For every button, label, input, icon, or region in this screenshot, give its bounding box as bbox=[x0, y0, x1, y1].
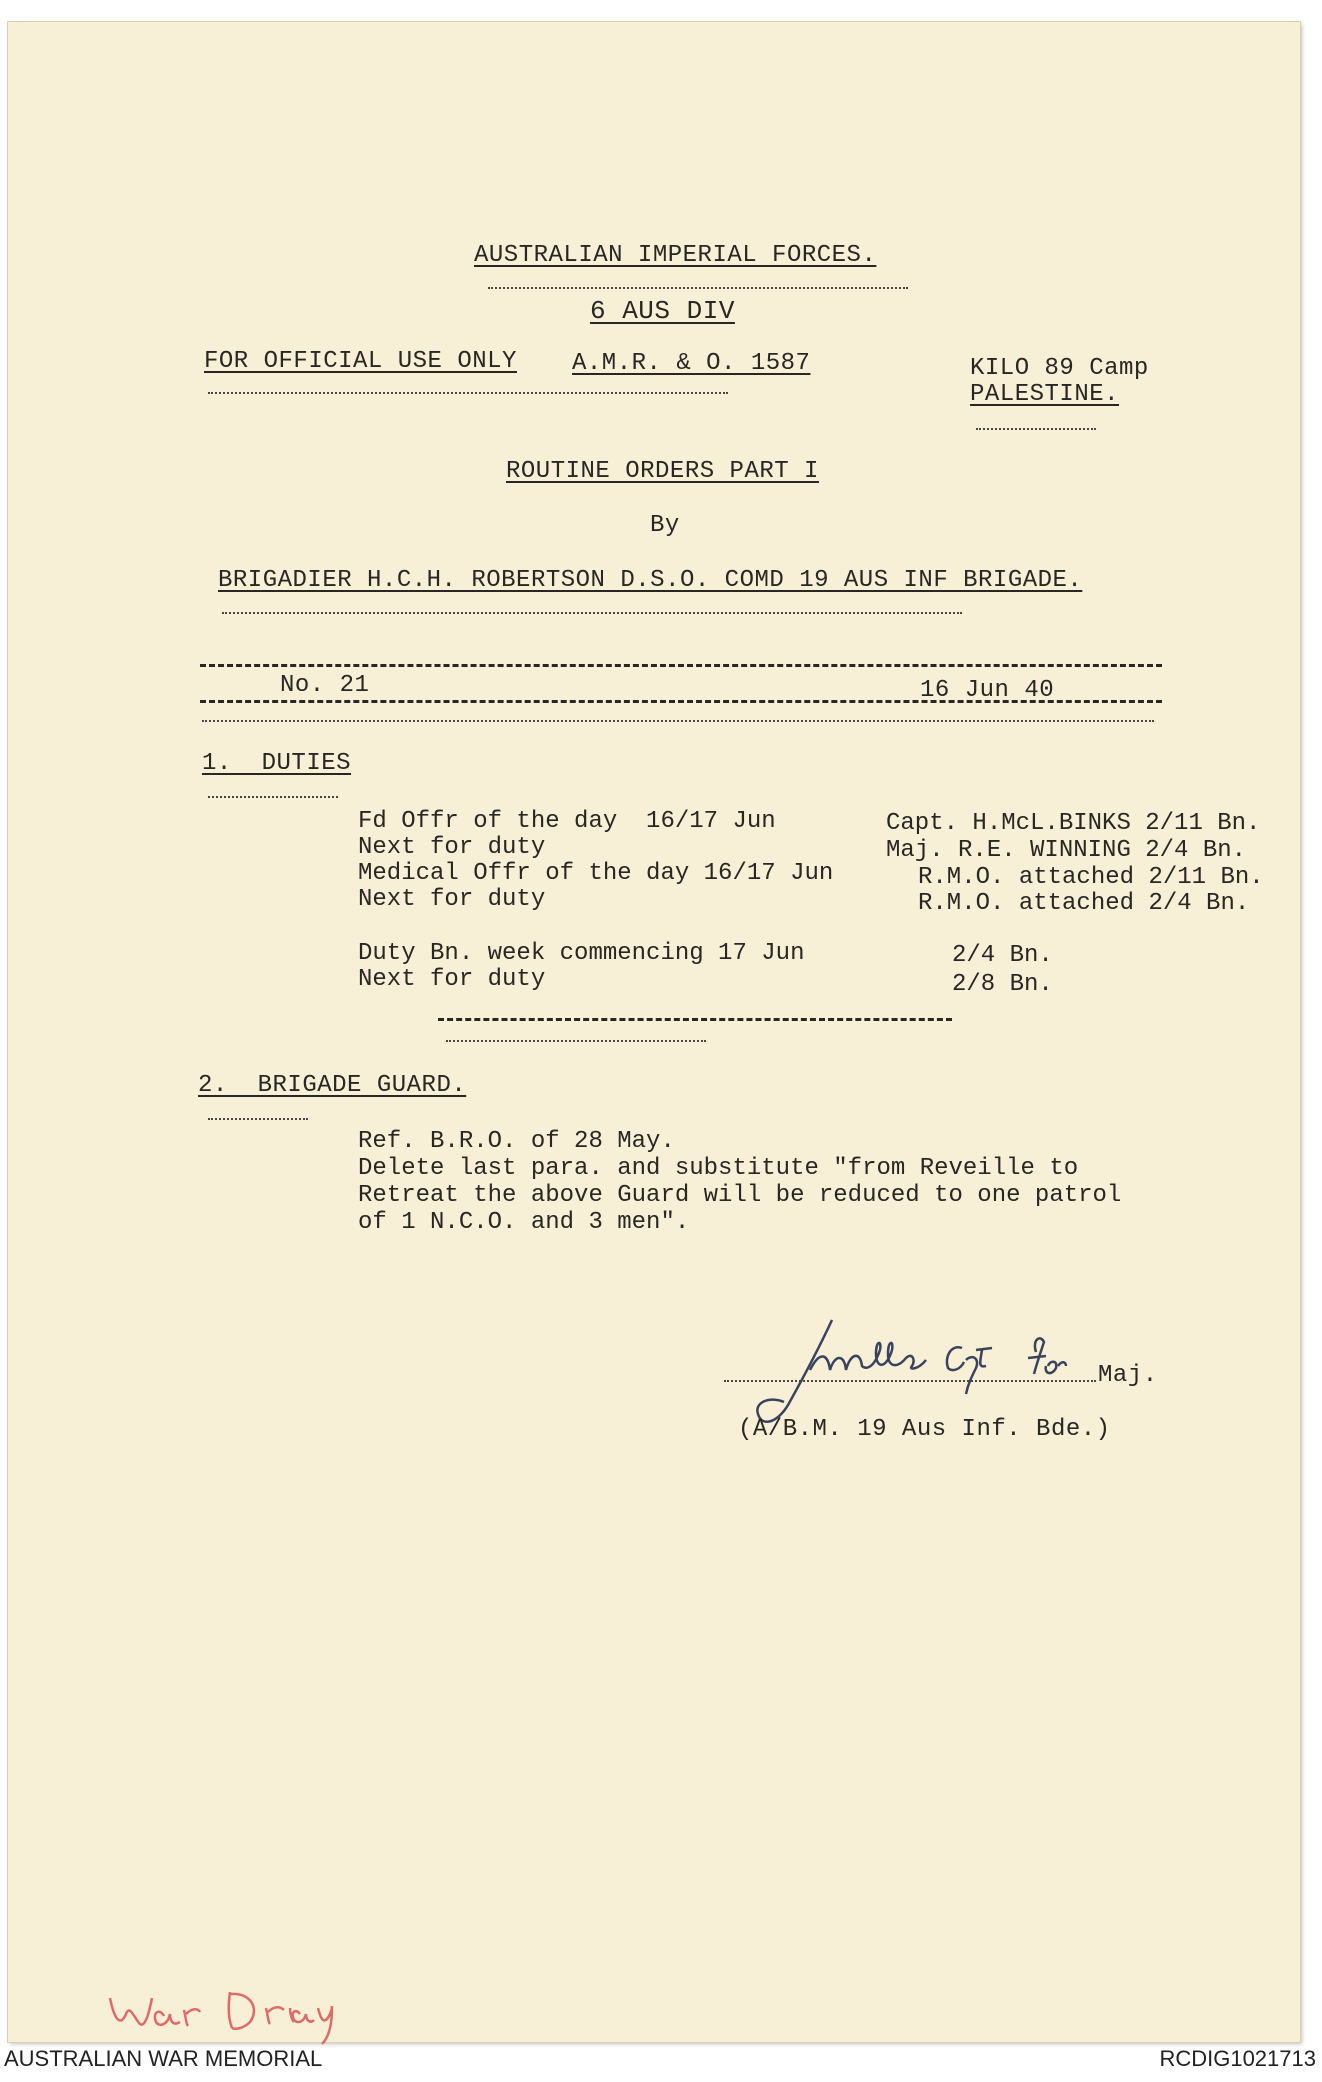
guard-text-line: of 1 N.C.O. and 3 men". bbox=[358, 1209, 690, 1236]
page-title: ROUTINE ORDERS PART I bbox=[506, 458, 819, 485]
dotted-rule bbox=[222, 612, 962, 614]
signature-rank: Maj. bbox=[1098, 1362, 1158, 1389]
duty-label: Duty Bn. week commencing 17 Jun bbox=[358, 940, 805, 967]
brigade-guard-heading: 2. BRIGADE GUARD. bbox=[198, 1072, 467, 1099]
duty-value: R.M.O. attached 2/4 Bn. bbox=[918, 890, 1250, 917]
dotted-rule bbox=[208, 1118, 308, 1120]
duty-value: 2/4 Bn. bbox=[952, 942, 1053, 969]
duty-label: Medical Offr of the day 16/17 Jun bbox=[358, 860, 834, 887]
dotted-rule bbox=[446, 1040, 706, 1042]
location-camp: KILO 89 Camp bbox=[970, 355, 1149, 382]
org-heading: AUSTRALIAN IMPERIAL FORCES. bbox=[474, 242, 877, 269]
war-diary-annotation bbox=[100, 1978, 400, 2048]
dotted-rule bbox=[208, 796, 338, 798]
section-rule bbox=[438, 1018, 952, 1021]
dotted-rule bbox=[976, 428, 1096, 430]
duties-heading: 1. DUTIES bbox=[202, 750, 352, 777]
issuer-line: BRIGADIER H.C.H. ROBERTSON D.S.O. COMD 19 AUS INF BRIGADE. bbox=[218, 567, 1083, 594]
guard-text-line: Retreat the above Guard will be reduced to one patrol bbox=[358, 1182, 1122, 1209]
signature-appointment: (A/B.M. 19 Aus Inf. Bde.) bbox=[738, 1416, 1111, 1443]
footer-id: RCDIG1021713 bbox=[1159, 2046, 1316, 2071]
order-number: No. 21 bbox=[280, 672, 370, 699]
dotted-rule bbox=[488, 287, 908, 289]
duty-label: Next for duty bbox=[358, 966, 546, 993]
guard-text-line: Ref. B.R.O. of 28 May. bbox=[358, 1128, 675, 1155]
division-heading: 6 AUS DIV bbox=[590, 296, 735, 326]
duty-value: 2/8 Bn. bbox=[952, 971, 1053, 998]
footer-source: AUSTRALIAN WAR MEMORIAL bbox=[4, 2046, 323, 2071]
location-country: PALESTINE. bbox=[970, 381, 1120, 408]
duty-value: Maj. R.E. WINNING 2/4 Bn. bbox=[886, 837, 1247, 864]
duty-label: Next for duty bbox=[358, 886, 546, 913]
duty-value: R.M.O. attached 2/11 Bn. bbox=[918, 864, 1264, 891]
by-label: By bbox=[650, 512, 680, 539]
reference-number: A.M.R. & O. 1587 bbox=[572, 350, 811, 377]
section-rule bbox=[200, 700, 1162, 703]
section-rule bbox=[200, 664, 1162, 667]
dotted-rule bbox=[208, 392, 728, 394]
dotted-rule bbox=[202, 720, 1154, 722]
duty-label: Fd Offr of the day 16/17 Jun bbox=[358, 808, 776, 835]
duty-label: Next for duty bbox=[358, 834, 546, 861]
classification-label: FOR OFFICIAL USE ONLY bbox=[204, 348, 517, 375]
duty-value: Capt. H.McL.BINKS 2/11 Bn. bbox=[886, 810, 1261, 837]
guard-text-line: Delete last para. and substitute "from Reveille to bbox=[358, 1155, 1079, 1182]
order-date: 16 Jun 40 bbox=[920, 677, 1055, 704]
